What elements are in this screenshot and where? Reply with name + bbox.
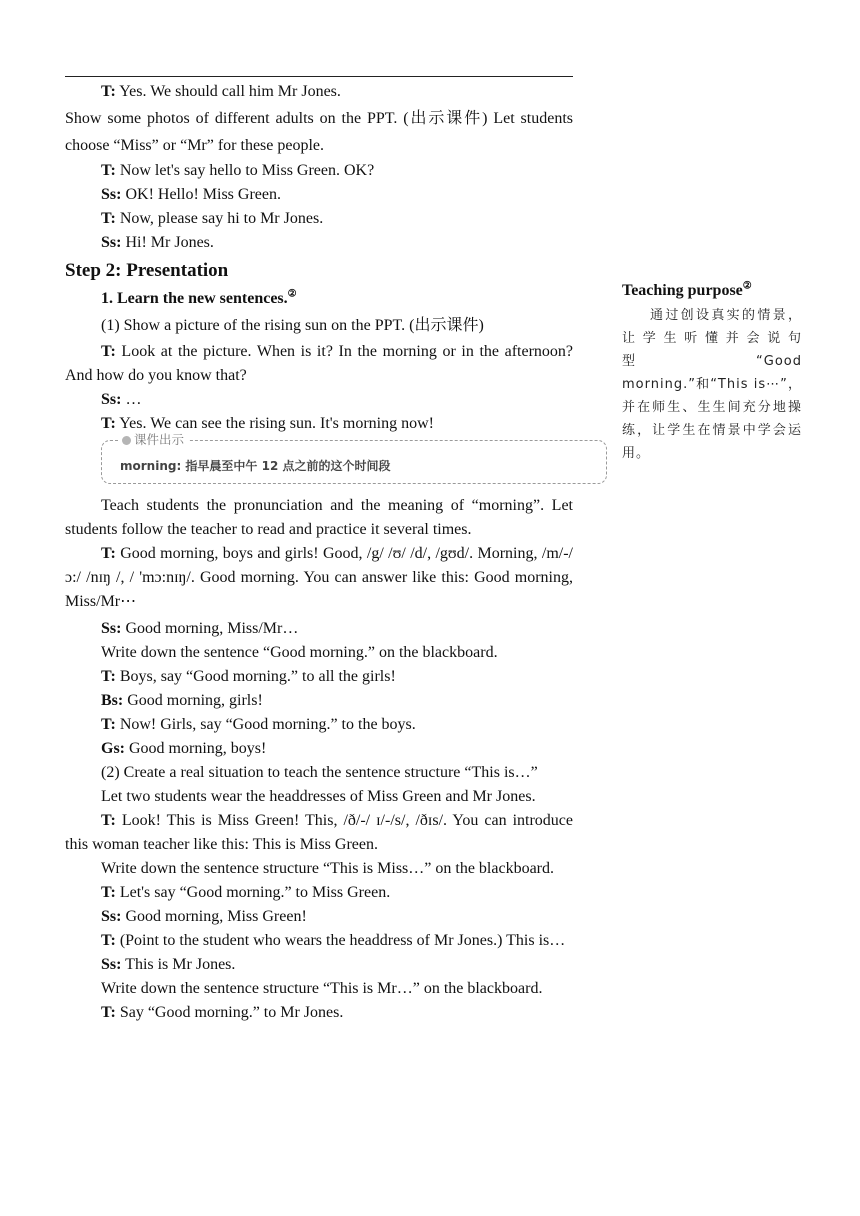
speaker-label: T: [101, 210, 116, 227]
line-text: Yes. We should call him Mr Jones. [115, 83, 341, 100]
line-text: Good morning, girls! [123, 692, 263, 709]
courseware-text: morning: 指早晨至中午 12 点之前的这个时间段 [120, 459, 391, 473]
dialogue-line [65, 737, 573, 761]
dialogue-line [65, 809, 573, 857]
dialogue-line [65, 388, 573, 412]
line-text: Boys, say “Good morning.” to all the girls! [115, 668, 396, 685]
line-text: Good morning, boys and girls! Good, /g/ /ʊ/ /d/, /gʊd/. Morning, /m/-/ɔ:/ /nɪŋ /, / 'mɔ:nɪŋ/. Good morning. You can answer like this: Good morning, Miss/Mr⋯ [65, 545, 573, 610]
speaker-label: Ss: [101, 620, 122, 637]
speaker-label: Ss: [101, 956, 122, 973]
courseware-tab [118, 432, 188, 448]
paragraph: (1) Show a picture of the rising sun on the PPT. (出示课件) [101, 317, 484, 334]
line-text: Say “Good morning.” to Mr Jones. [115, 1004, 344, 1021]
main-column [65, 80, 573, 1025]
top-rule [65, 76, 573, 77]
dialogue-line [65, 340, 573, 388]
line-text: Good morning, Miss/Mr… [121, 620, 299, 637]
dialogue-line [65, 905, 573, 929]
speaker-label: T: [101, 812, 116, 829]
paragraph: Show some photos of different adults on the PPT. (出示课件) Let students choose “Miss” or “Mr” for these people. [65, 110, 573, 154]
teaching-purpose-sidebar [622, 280, 802, 465]
sidebar-title [622, 280, 802, 302]
dialogue-line [65, 929, 573, 953]
speaker-label: T: [101, 83, 116, 100]
line-text: OK! Hello! Miss Green. [121, 186, 281, 203]
speaker-label: T: [101, 545, 116, 562]
dialogue-line [65, 159, 573, 183]
speaker-label: T: [101, 716, 116, 733]
dialogue-line [65, 617, 573, 641]
line-text: … [121, 391, 142, 408]
tab-dot-icon [122, 436, 131, 445]
line-text: Good morning, boys! [125, 740, 267, 757]
speaker-label: T: [101, 884, 116, 901]
section-heading: Step 2: Presentation [65, 260, 229, 281]
courseware-tab-label: 课件出示 [134, 432, 185, 447]
line-text: Now, please say hi to Mr Jones. [115, 210, 324, 227]
paragraph: Let two students wear the headdresses of Miss Green and Mr Jones. [101, 788, 536, 805]
line-text: This is Mr Jones. [121, 956, 236, 973]
subheading-text: 1. Learn the new sentences. [101, 290, 288, 307]
paragraph: Write down the sentence structure “This is Miss…” on the blackboard. [101, 860, 555, 877]
speaker-label: Ss: [101, 908, 122, 925]
dialogue-line [65, 689, 573, 713]
paragraph: (2) Create a real situation to teach the sentence structure “This is…” [101, 764, 538, 781]
dialogue-line [65, 953, 573, 977]
line-text: Look! This is Miss Green! This, /ð/-/ ɪ/-/s/, /ðɪs/. You can introduce this woman teacher like this: This is Miss Green. [65, 812, 573, 853]
dialogue-line [65, 713, 573, 737]
paragraph: Write down the sentence structure “This is Mr…” on the blackboard. [101, 980, 543, 997]
sidebar-title-text: Teaching purpose [622, 282, 743, 299]
subheading [65, 287, 573, 311]
speaker-label: Gs: [101, 740, 125, 757]
speaker-label: T: [101, 162, 116, 179]
footnote-marker: ② [287, 288, 297, 300]
dialogue-line [65, 542, 573, 614]
line-text: Hi! Mr Jones. [121, 234, 214, 251]
speaker-label: Bs: [101, 692, 124, 709]
dialogue-line [65, 665, 573, 689]
speaker-label: T: [101, 415, 116, 432]
speaker-label: Ss: [101, 186, 122, 203]
line-text: Yes. We can see the rising sun. It's morning now! [115, 415, 434, 432]
line-text: Now! Girls, say “Good morning.” to the boys. [115, 716, 416, 733]
speaker-label: T: [101, 932, 116, 949]
speaker-label: T: [101, 343, 116, 360]
speaker-label: T: [101, 1004, 116, 1021]
line-text: (Point to the student who wears the headdress of Mr Jones.) This is… [115, 932, 566, 949]
dialogue-line [65, 80, 573, 104]
speaker-label: Ss: [101, 234, 122, 251]
paragraph: Teach students the pronunciation and the meaning of “morning”. Let students follow the teacher to read and practice it several times. [65, 497, 573, 538]
speaker-label: Ss: [101, 391, 122, 408]
dialogue-line [65, 207, 573, 231]
line-text: Good morning, Miss Green! [121, 908, 307, 925]
paragraph: Write down the sentence “Good morning.” on the blackboard. [101, 644, 498, 661]
dialogue-line [65, 881, 573, 905]
dialogue-line [65, 183, 573, 207]
speaker-label: T: [101, 668, 116, 685]
dialogue-line [65, 231, 573, 255]
line-text: Now let's say hello to Miss Green. OK? [115, 162, 375, 179]
courseware-box [101, 432, 607, 484]
line-text: Look at the picture. When is it? In the morning or in the afternoon? And how do you know that? [65, 343, 573, 384]
line-text: Let's say “Good morning.” to Miss Green. [115, 884, 391, 901]
dialogue-line [65, 1001, 573, 1025]
sidebar-text: 通过创设真实的情景，让学生听懂并会说句型“Good morning.”和“This is⋯”，并在师生、生生间充分地操练，让学生在情景中学会运用。 [622, 308, 802, 461]
footnote-marker: ② [742, 280, 752, 292]
